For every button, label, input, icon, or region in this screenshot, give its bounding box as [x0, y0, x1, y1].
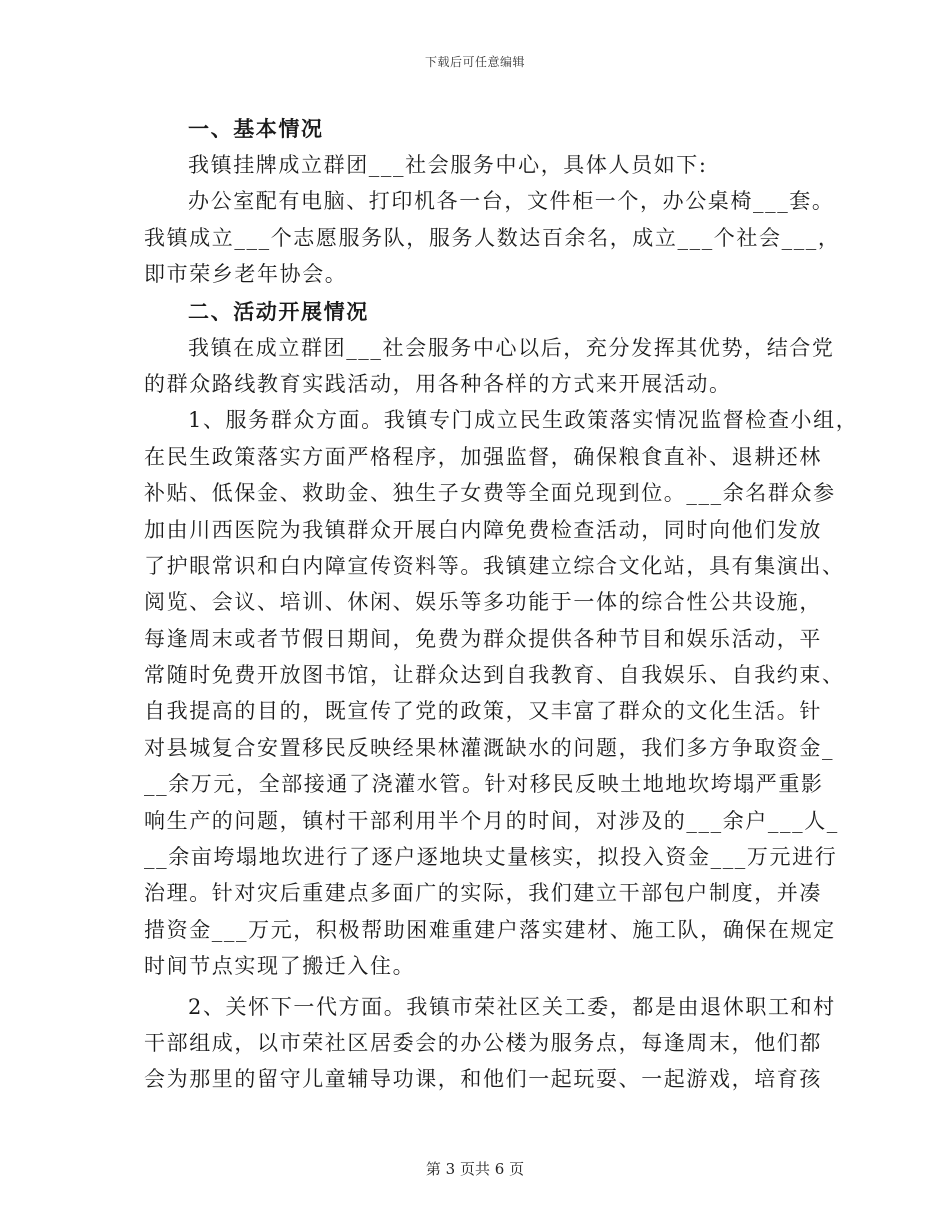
paragraph-line: 2、关怀下一代方面。我镇市荣社区关工委，都是由退休职工和村 — [188, 994, 836, 1019]
paragraph-line: 阅览、会议、培训、休闲、娱乐等多功能于一体的综合性公共设施， — [144, 590, 822, 615]
paragraph-line: 我镇在成立群团___社会服务中心以后，充分发挥其优势，结合党 — [188, 335, 835, 360]
paragraph-line: 加由川西医院为我镇群众开展白内障免费检查活动，同时向他们发放 — [144, 517, 822, 542]
section-heading-basic: 一、基本情况 — [188, 116, 324, 141]
paragraph-line: 会为那里的留守儿童辅导功课，和他们一起玩耍、一起游戏，培育孩 — [144, 1067, 822, 1092]
paragraph-line: __余万元，全部接通了浇灌水管。针对移民反映土地地坎垮塌严重影 — [144, 772, 824, 797]
paragraph-line: 时间节点实现了搬迁入住。 — [144, 954, 416, 979]
paragraph-line: __余亩垮塌地坎进行了逐户逐地块丈量核实，拟投入资金___万元进行 — [144, 845, 838, 870]
paragraph-line: 我镇成立___个志愿服务队，服务人数达百余名，成立___个社会___， — [144, 225, 841, 250]
paragraph-line: 措资金___万元，积极帮助困难重建户落实建材、施工队，确保在规定 — [144, 917, 836, 942]
paragraph-line: 了护眼常识和白内障宣传资料等。我镇建立综合文化站，具有集演出、 — [144, 553, 845, 578]
paragraph-line: 即市荣乡老年协会。 — [144, 262, 348, 287]
paragraph-line: 的群众路线教育实践活动，用各种各样的方式来开展活动。 — [144, 371, 732, 396]
page-footer: 第 3 页共 6 页 — [425, 1160, 525, 1178]
paragraph-line: 治理。针对灾后重建点多面广的实际，我们建立干部包户制度，并凑 — [144, 881, 822, 906]
paragraph-line: 干部组成，以市荣社区居委会的办公楼为服务点，每逢周末，他们都 — [144, 1030, 822, 1055]
paragraph-line: 补贴、低保金、救助金、独生子女费等全面兑现到位。___余名群众参 — [144, 481, 836, 506]
paragraph-line: 常随时免费开放图书馆，让群众达到自我教育、自我娱乐、自我约束、 — [144, 663, 845, 688]
document-body — [144, 110, 859, 1098]
paragraph-line: 办公室配有电脑、打印机各一台，文件柜一个，办公桌椅___套。 — [188, 189, 835, 214]
paragraph-line: 对县城复合安置移民反映经果林灌溉缺水的问题，我们多方争取资金_ — [144, 735, 835, 760]
page-header: 下载后可任意编辑 — [424, 55, 525, 69]
paragraph-line: 响生产的问题，镇村干部利用半个月的时间，对涉及的___余户___人_ — [144, 808, 839, 833]
paragraph-line: 我镇挂牌成立群团___社会服务中心，具体人员如下: — [188, 153, 708, 177]
paragraph-line: 1、服务群众方面。我镇专门成立民生政策落实情况监督检查小组， — [188, 408, 859, 433]
section-heading-activities: 二、活动开展情况 — [188, 298, 369, 324]
paragraph-line: 自我提高的目的，既宣传了党的政策，又丰富了群众的文化生活。针 — [144, 699, 822, 724]
paragraph-line: 每逢周末或者节假日期间，免费为群众提供各种节目和娱乐活动，平 — [144, 626, 822, 651]
paragraph-line: 在民生政策落实方面严格程序，加强监督，确保粮食直补、退耕还林 — [144, 444, 822, 469]
